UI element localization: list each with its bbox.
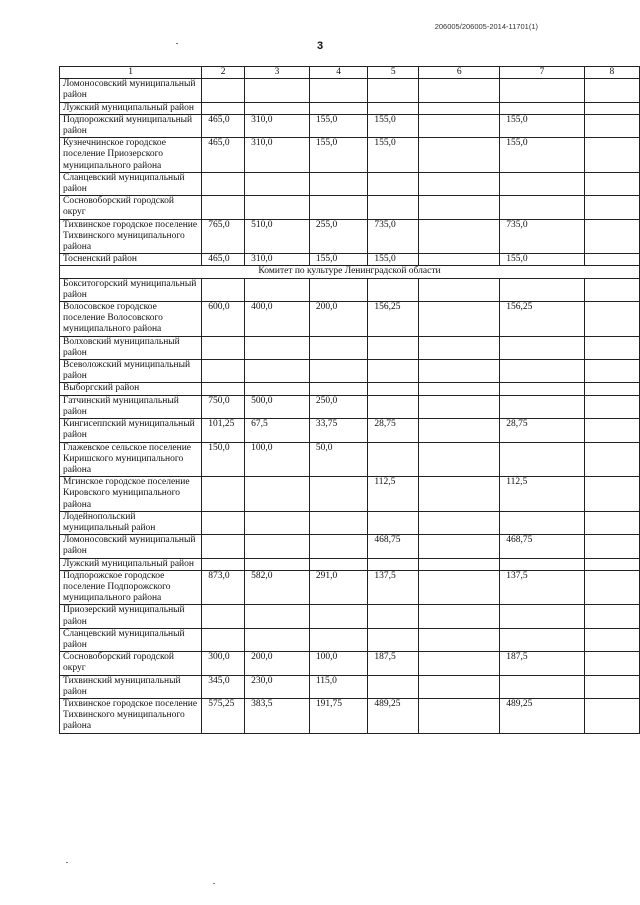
value-cell-3: 400,0 — [245, 302, 310, 337]
value-cell-5 — [368, 511, 419, 534]
value-cell-2: 750,0 — [202, 395, 245, 418]
value-cell-5: 137,5 — [368, 570, 419, 605]
value-cell-8 — [584, 336, 639, 359]
value-cell-4: 191,75 — [309, 698, 368, 733]
value-cell-7: 187,5 — [500, 652, 584, 675]
row-name-cell: Бокситогорский муниципальный район — [60, 278, 202, 301]
value-cell-8 — [584, 675, 639, 698]
value-cell-5 — [368, 628, 419, 651]
page-number: 3 — [316, 40, 324, 52]
value-cell-4 — [309, 383, 368, 395]
value-cell-6 — [419, 535, 500, 558]
table-row — [60, 477, 640, 512]
row-name-cell: Подпорожский муниципальный район — [60, 114, 202, 137]
table-row — [60, 628, 640, 651]
table-header-row — [60, 67, 640, 79]
row-name-cell: Сосновоборский городской округ — [60, 652, 202, 675]
value-cell-3 — [245, 172, 310, 195]
value-cell-4: 115,0 — [309, 675, 368, 698]
value-cell-6 — [419, 102, 500, 114]
row-name-cell: Ломоносовский муниципальный район — [60, 79, 202, 102]
value-cell-8 — [584, 558, 639, 570]
value-cell-8 — [584, 395, 639, 418]
header-cell: 6 — [419, 67, 500, 79]
value-cell-7 — [500, 79, 584, 102]
value-cell-8 — [584, 511, 639, 534]
value-cell-4 — [309, 535, 368, 558]
value-cell-2: 465,0 — [202, 138, 245, 173]
value-cell-8 — [584, 605, 639, 628]
value-cell-3 — [245, 535, 310, 558]
table-row — [60, 254, 640, 266]
value-cell-3 — [245, 511, 310, 534]
value-cell-6 — [419, 395, 500, 418]
value-cell-2: 300,0 — [202, 652, 245, 675]
value-cell-4 — [309, 360, 368, 383]
value-cell-3 — [245, 477, 310, 512]
value-cell-7 — [500, 558, 584, 570]
value-cell-5 — [368, 196, 419, 219]
row-name-cell: Сосновоборский городской округ — [60, 196, 202, 219]
value-cell-6 — [419, 419, 500, 442]
table-row — [60, 79, 640, 102]
value-cell-5: 28,75 — [368, 419, 419, 442]
row-name-cell: Лужский муниципальный район — [60, 558, 202, 570]
value-cell-2 — [202, 535, 245, 558]
table-row — [60, 570, 640, 605]
value-cell-2 — [202, 628, 245, 651]
value-cell-5: 155,0 — [368, 114, 419, 137]
value-cell-8 — [584, 138, 639, 173]
value-cell-2 — [202, 278, 245, 301]
value-cell-4: 291,0 — [309, 570, 368, 605]
value-cell-4 — [309, 278, 368, 301]
value-cell-5 — [368, 558, 419, 570]
value-cell-6 — [419, 196, 500, 219]
row-name-cell: Лужский муниципальный район — [60, 102, 202, 114]
value-cell-3: 310,0 — [245, 138, 310, 173]
value-cell-2 — [202, 477, 245, 512]
value-cell-5 — [368, 336, 419, 359]
row-name-cell: Приозерский муниципальный район — [60, 605, 202, 628]
value-cell-4: 155,0 — [309, 254, 368, 266]
row-name-cell: Глажевское сельское поселение Киришского муниципального района — [60, 442, 202, 477]
value-cell-8 — [584, 628, 639, 651]
value-cell-6 — [419, 114, 500, 137]
value-cell-3: 310,0 — [245, 254, 310, 266]
value-cell-5 — [368, 605, 419, 628]
row-name-cell: Тосненский район — [60, 254, 202, 266]
row-name-cell: Лодейнопольский муниципальный район — [60, 511, 202, 534]
value-cell-4 — [309, 196, 368, 219]
value-cell-4: 50,0 — [309, 442, 368, 477]
value-cell-8 — [584, 698, 639, 733]
value-cell-6 — [419, 570, 500, 605]
value-cell-4: 100,0 — [309, 652, 368, 675]
value-cell-6 — [419, 605, 500, 628]
row-name-cell: Тихвинский муниципальный район — [60, 675, 202, 698]
value-cell-7: 112,5 — [500, 477, 584, 512]
value-cell-6 — [419, 477, 500, 512]
value-cell-8 — [584, 172, 639, 195]
value-cell-5: 155,0 — [368, 138, 419, 173]
value-cell-3 — [245, 336, 310, 359]
value-cell-2 — [202, 196, 245, 219]
value-cell-6 — [419, 652, 500, 675]
header-cell: 2 — [202, 67, 245, 79]
value-cell-5 — [368, 360, 419, 383]
value-cell-7 — [500, 675, 584, 698]
value-cell-4 — [309, 477, 368, 512]
value-cell-5 — [368, 675, 419, 698]
table-row — [60, 605, 640, 628]
value-cell-4 — [309, 558, 368, 570]
value-cell-3 — [245, 278, 310, 301]
section-row — [60, 266, 640, 278]
value-cell-3: 67,5 — [245, 419, 310, 442]
value-cell-2: 873,0 — [202, 570, 245, 605]
value-cell-4 — [309, 511, 368, 534]
value-cell-3 — [245, 360, 310, 383]
value-cell-5 — [368, 383, 419, 395]
value-cell-7 — [500, 196, 584, 219]
value-cell-6 — [419, 302, 500, 337]
row-name-cell: Сланцевский муниципальный район — [60, 172, 202, 195]
value-cell-7 — [500, 605, 584, 628]
table-row — [60, 675, 640, 698]
table-row — [60, 383, 640, 395]
value-cell-6 — [419, 511, 500, 534]
value-cell-7: 468,75 — [500, 535, 584, 558]
table-row — [60, 278, 640, 301]
value-cell-5: 187,5 — [368, 652, 419, 675]
value-cell-7 — [500, 172, 584, 195]
value-cell-5: 735,0 — [368, 219, 419, 254]
value-cell-8 — [584, 278, 639, 301]
table-row — [60, 442, 640, 477]
value-cell-8 — [584, 535, 639, 558]
value-cell-3: 510,0 — [245, 219, 310, 254]
value-cell-5 — [368, 102, 419, 114]
header-cell: 5 — [368, 67, 419, 79]
value-cell-5: 155,0 — [368, 254, 419, 266]
table-row — [60, 219, 640, 254]
header-cell: 3 — [245, 67, 310, 79]
value-cell-2 — [202, 360, 245, 383]
value-cell-7: 489,25 — [500, 698, 584, 733]
value-cell-6 — [419, 79, 500, 102]
value-cell-8 — [584, 254, 639, 266]
value-cell-3 — [245, 102, 310, 114]
table-row — [60, 336, 640, 359]
value-cell-5: 468,75 — [368, 535, 419, 558]
row-name-cell: Выборгский район — [60, 383, 202, 395]
value-cell-8 — [584, 570, 639, 605]
value-cell-2: 345,0 — [202, 675, 245, 698]
scan-speck — [176, 43, 178, 44]
value-cell-8 — [584, 302, 639, 337]
value-cell-8 — [584, 196, 639, 219]
value-cell-5: 489,25 — [368, 698, 419, 733]
document-code: 206005/206005-2014-11701(1) — [434, 22, 538, 31]
value-cell-6 — [419, 336, 500, 359]
row-name-cell: Сланцевский муниципальный район — [60, 628, 202, 651]
header-cell: 4 — [309, 67, 368, 79]
table-row — [60, 419, 640, 442]
value-cell-2: 465,0 — [202, 114, 245, 137]
value-cell-8 — [584, 477, 639, 512]
value-cell-6 — [419, 675, 500, 698]
value-cell-5: 112,5 — [368, 477, 419, 512]
value-cell-3 — [245, 628, 310, 651]
value-cell-7: 28,75 — [500, 419, 584, 442]
value-cell-7: 155,0 — [500, 114, 584, 137]
row-name-cell: Волосовское городское поселение Волосовского муниципального района — [60, 302, 202, 337]
table-row — [60, 172, 640, 195]
row-name-cell: Мгинское городское поселение Кировского муниципального района — [60, 477, 202, 512]
table-body — [60, 67, 640, 734]
value-cell-2: 600,0 — [202, 302, 245, 337]
row-name-cell: Волховский муниципальный район — [60, 336, 202, 359]
value-cell-7: 735,0 — [500, 219, 584, 254]
value-cell-4: 200,0 — [309, 302, 368, 337]
header-cell: 8 — [584, 67, 639, 79]
value-cell-6 — [419, 360, 500, 383]
value-cell-2 — [202, 172, 245, 195]
scan-speck — [213, 883, 215, 884]
value-cell-8 — [584, 419, 639, 442]
row-name-cell: Всеволожский муниципальный район — [60, 360, 202, 383]
value-cell-8 — [584, 442, 639, 477]
value-cell-6 — [419, 698, 500, 733]
value-cell-6 — [419, 558, 500, 570]
value-cell-3 — [245, 558, 310, 570]
value-cell-8 — [584, 102, 639, 114]
value-cell-2 — [202, 336, 245, 359]
value-cell-4: 33,75 — [309, 419, 368, 442]
value-cell-3: 582,0 — [245, 570, 310, 605]
value-cell-4 — [309, 336, 368, 359]
value-cell-4: 250,0 — [309, 395, 368, 418]
value-cell-4: 255,0 — [309, 219, 368, 254]
value-cell-5 — [368, 278, 419, 301]
table-row — [60, 698, 640, 733]
section-title: Комитет по культуре Ленинградской области — [60, 266, 640, 278]
header-cell: 1 — [60, 67, 202, 79]
value-cell-7 — [500, 628, 584, 651]
value-cell-4: 155,0 — [309, 138, 368, 173]
value-cell-7 — [500, 511, 584, 534]
row-name-cell: Кузнечнинское городское поселение Приозерского муниципального района — [60, 138, 202, 173]
table-row — [60, 302, 640, 337]
table-row — [60, 196, 640, 219]
value-cell-7: 155,0 — [500, 254, 584, 266]
value-cell-8 — [584, 652, 639, 675]
value-cell-6 — [419, 383, 500, 395]
row-name-cell: Подпорожское городское поселение Подпорожского муниципального района — [60, 570, 202, 605]
table-row — [60, 138, 640, 173]
value-cell-6 — [419, 138, 500, 173]
value-cell-2 — [202, 79, 245, 102]
value-cell-5 — [368, 395, 419, 418]
value-cell-2: 765,0 — [202, 219, 245, 254]
value-cell-6 — [419, 254, 500, 266]
value-cell-7: 155,0 — [500, 138, 584, 173]
value-cell-8 — [584, 114, 639, 137]
value-cell-2: 150,0 — [202, 442, 245, 477]
value-cell-6 — [419, 442, 500, 477]
value-cell-5: 156,25 — [368, 302, 419, 337]
row-name-cell: Тихвинское городское поселение Тихвинского муниципального района — [60, 698, 202, 733]
value-cell-4 — [309, 172, 368, 195]
value-cell-3: 383,5 — [245, 698, 310, 733]
value-cell-4 — [309, 79, 368, 102]
value-cell-8 — [584, 383, 639, 395]
header-cell: 7 — [500, 67, 584, 79]
value-cell-4 — [309, 605, 368, 628]
value-cell-3: 500,0 — [245, 395, 310, 418]
value-cell-6 — [419, 219, 500, 254]
data-table — [59, 66, 640, 734]
value-cell-4 — [309, 628, 368, 651]
value-cell-7 — [500, 102, 584, 114]
value-cell-3: 200,0 — [245, 652, 310, 675]
value-cell-3 — [245, 196, 310, 219]
row-name-cell: Ломоносовский муниципальный район — [60, 535, 202, 558]
scan-speck — [66, 862, 68, 863]
value-cell-8 — [584, 360, 639, 383]
value-cell-7 — [500, 360, 584, 383]
value-cell-2 — [202, 605, 245, 628]
value-cell-7 — [500, 383, 584, 395]
value-cell-5 — [368, 442, 419, 477]
value-cell-2 — [202, 383, 245, 395]
value-cell-7: 156,25 — [500, 302, 584, 337]
row-name-cell: Гатчинский муниципальный район — [60, 395, 202, 418]
value-cell-2: 101,25 — [202, 419, 245, 442]
value-cell-7: 137,5 — [500, 570, 584, 605]
value-cell-4: 155,0 — [309, 114, 368, 137]
value-cell-7 — [500, 278, 584, 301]
value-cell-5 — [368, 79, 419, 102]
value-cell-4 — [309, 102, 368, 114]
value-cell-3: 310,0 — [245, 114, 310, 137]
value-cell-8 — [584, 79, 639, 102]
value-cell-7 — [500, 336, 584, 359]
value-cell-2: 575,25 — [202, 698, 245, 733]
table-row — [60, 535, 640, 558]
value-cell-7 — [500, 395, 584, 418]
table-row — [60, 114, 640, 137]
value-cell-3: 230,0 — [245, 675, 310, 698]
value-cell-3: 100,0 — [245, 442, 310, 477]
row-name-cell: Кингисеппский муниципальный район — [60, 419, 202, 442]
value-cell-3 — [245, 383, 310, 395]
value-cell-6 — [419, 278, 500, 301]
table-row — [60, 360, 640, 383]
value-cell-6 — [419, 172, 500, 195]
value-cell-3 — [245, 79, 310, 102]
value-cell-6 — [419, 628, 500, 651]
value-cell-2: 465,0 — [202, 254, 245, 266]
table-row — [60, 558, 640, 570]
table-row — [60, 652, 640, 675]
table-row — [60, 511, 640, 534]
value-cell-2 — [202, 511, 245, 534]
value-cell-7 — [500, 442, 584, 477]
value-cell-3 — [245, 605, 310, 628]
value-cell-2 — [202, 102, 245, 114]
value-cell-2 — [202, 558, 245, 570]
row-name-cell: Тихвинское городское поселение Тихвинского муниципального района — [60, 219, 202, 254]
value-cell-5 — [368, 172, 419, 195]
table-row — [60, 102, 640, 114]
table-row — [60, 395, 640, 418]
value-cell-8 — [584, 219, 639, 254]
